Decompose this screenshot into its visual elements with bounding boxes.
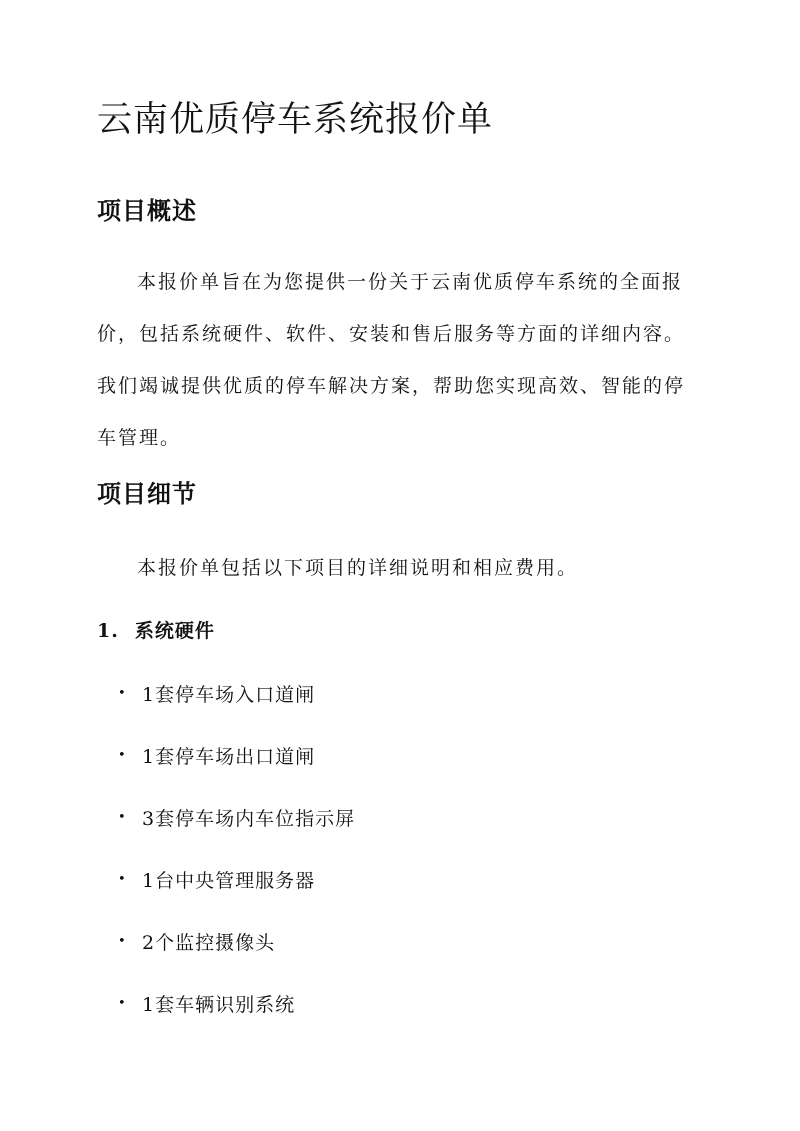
section-title: 系统硬件: [134, 620, 215, 642]
overview-heading: 项目概述: [97, 196, 197, 225]
section-heading-hardware: [97, 615, 215, 647]
details-heading: 项目细节: [97, 479, 197, 508]
list-item: [118, 788, 518, 850]
bullet-icon: •: [118, 748, 127, 763]
section-number: 1.: [97, 620, 119, 642]
list-item-text: 1套停车场入口道闸: [142, 684, 316, 706]
list-item-text: 3套停车场内车位指示屏: [142, 808, 356, 830]
bullet-icon: •: [118, 934, 127, 949]
list-item: [118, 850, 518, 912]
details-paragraph: 本报价单包括以下项目的详细说明和相应费用。: [137, 557, 579, 579]
list-item-text: 1套车辆识别系统: [142, 994, 296, 1016]
list-item: [118, 974, 518, 1036]
bullet-icon: •: [118, 872, 127, 887]
list-item-text: 1台中央管理服务器: [142, 870, 316, 892]
list-item: [118, 912, 518, 974]
list-item-text: 1套停车场出口道闸: [142, 746, 316, 768]
bullet-icon: •: [118, 810, 127, 825]
hardware-list: [118, 664, 518, 1036]
list-item-text: 2个监控摄像头: [142, 932, 276, 954]
bullet-icon: •: [118, 996, 127, 1011]
overview-paragraph: 本报价单旨在为您提供一份关于云南优质停车系统的全面报价，包括系统硬件、软件、安装和售后服务等方面的详细内容。我们竭诚提供优质的停车解决方案，帮助您实现高效、智能的停车管理。: [97, 271, 686, 449]
bullet-icon: •: [118, 686, 127, 701]
list-item: [118, 726, 518, 788]
document-title: 云南优质停车系统报价单: [97, 100, 494, 140]
list-item: [118, 664, 518, 726]
